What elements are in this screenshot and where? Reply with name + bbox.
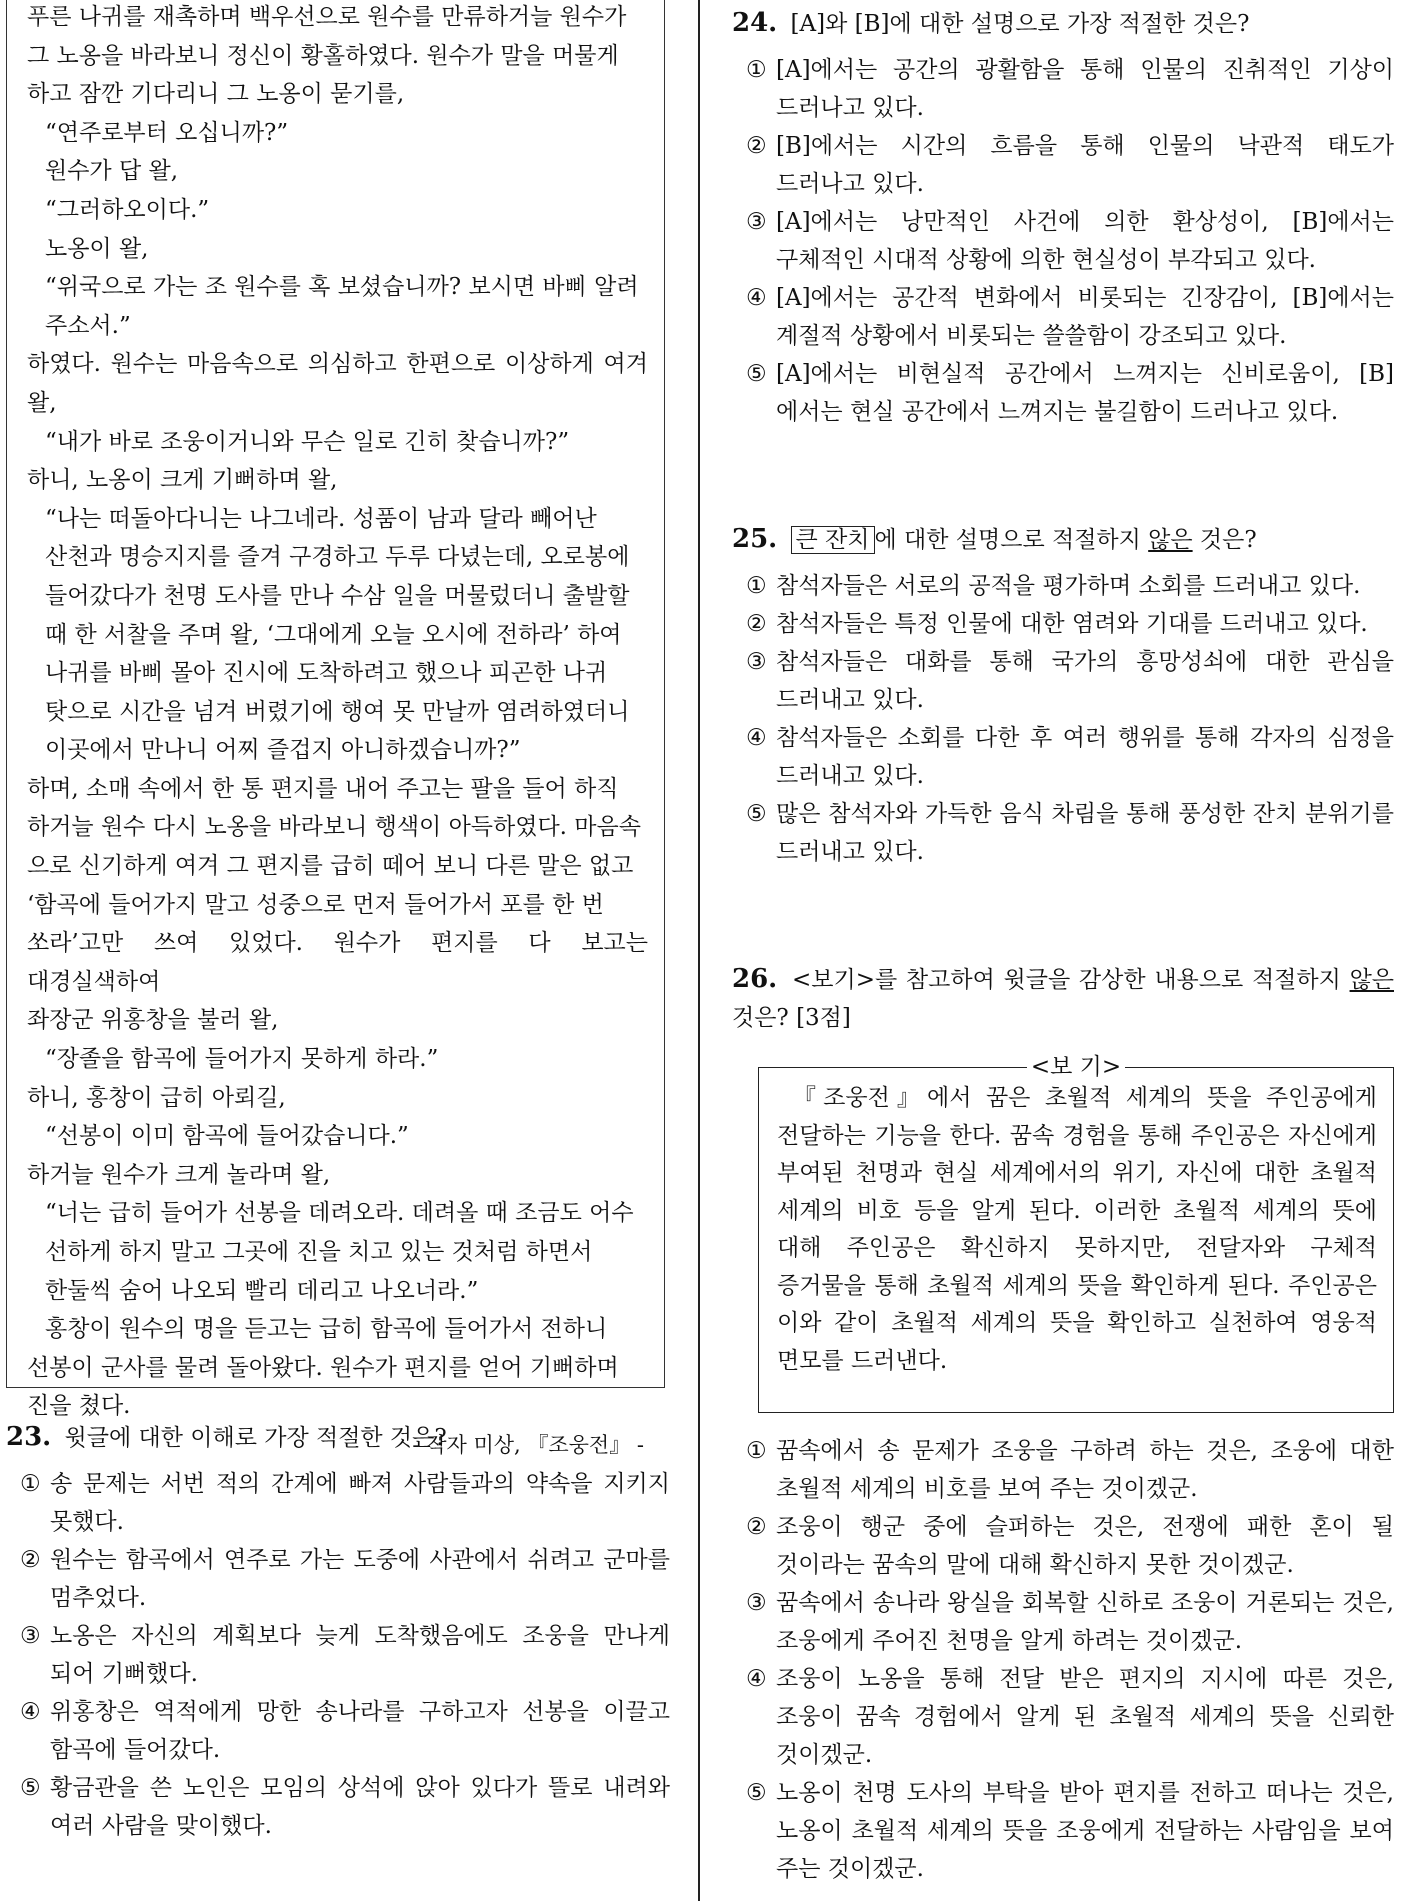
passage-line: 하고 잠깐 기다리니 그 노옹이 묻기를, (27, 81, 405, 108)
option-1[interactable] (732, 567, 1394, 605)
question-26-options (732, 1432, 1394, 1888)
option-4[interactable] (732, 279, 1394, 355)
passage-line: 좌장군 위홍창을 불러 왈, (27, 1007, 279, 1034)
option-list (732, 51, 1394, 431)
reference-box-text: 『조웅전』에서 꿈은 초월적 세계의 뜻을 주인공에게 전달하는 기능을 한다. 꿈속 경험을 통해 주인공은 자신에게 부여된 천명과 현실 세계에서의 위기, 자신에 대한 초월적 세계의 비호 등을 알게 된다. 이러한 초월적 세계의 뜻에 대해 주인공은 확신하지 못하지만, 전달자와 구체적 증거물을 통해 초월적 세계의 뜻을 확인하게 된다. 주인공은 이와 같이 초월적 세계의 뜻을 확인하고 실천하여 영웅적 면모를 드러낸다. (777, 1085, 1377, 1374)
option-marker: ① (20, 1471, 41, 1497)
passage-line: 하며, 소매 속에서 한 통 편지를 내어 주고는 팔을 들어 하직 (27, 775, 619, 802)
underlined-word: 않은 (1148, 527, 1193, 553)
question-stem (732, 960, 1394, 1037)
reference-box (758, 1054, 1394, 1413)
option-3[interactable] (732, 1584, 1394, 1660)
option-text: 조웅이 행군 중에 슬퍼하는 것은, 전쟁에 패한 혼이 될 것이라는 꿈속의 말에 대해 확신하지 못한 것이겠군. (776, 1514, 1394, 1578)
option-text: 참석자들은 특정 인물에 대한 염려와 기대를 드러내고 있다. (776, 611, 1368, 637)
question-stem (732, 520, 1394, 559)
option-text: 꿈속에서 송 문제가 조웅을 구하려 하는 것은, 조웅에 대한 초월적 세계의 비호를 보여 주는 것이겠군. (776, 1438, 1394, 1502)
option-marker: ① (746, 57, 767, 83)
option-text: 많은 참석자와 가득한 음식 차림을 통해 풍성한 잔치 분위기를 드러내고 있다. (776, 801, 1394, 865)
passage-line: 하거늘 원수 다시 노옹을 바라보니 행색이 아득하였다. 마음속 (27, 814, 641, 841)
option-5[interactable] (6, 1769, 670, 1845)
option-text: [A]에서는 비현실적 공간에서 느껴지는 신비로움이, [B]에서는 현실 공간에서 느껴지는 불길함이 드러나고 있다. (776, 361, 1394, 425)
question-stem (732, 4, 1394, 43)
question-number: 23. (6, 1422, 52, 1452)
option-text: 노옹은 자신의 계획보다 늦게 도착했음에도 조웅을 만나게 되어 기뻐했다. (50, 1623, 670, 1687)
reference-box-title: <보 기> (759, 1054, 1393, 1080)
option-text: 참석자들은 소회를 다한 후 여러 행위를 통해 각자의 심정을 드러내고 있다. (776, 725, 1394, 789)
option-marker: ① (746, 573, 767, 599)
option-text: 황금관을 쓴 노인은 모임의 상석에 앉아 있다가 뜰로 내려와 여러 사람을 맞이했다. (50, 1775, 670, 1839)
option-text: 조웅이 노옹을 통해 전달 받은 편지의 지시에 따른 것은, 조웅이 꿈속 경험에서 알게 된 초월적 세계의 뜻을 신뢰한 것이겠군. (776, 1666, 1394, 1768)
question-number: 26. (732, 964, 778, 994)
option-4[interactable] (6, 1693, 670, 1769)
option-text: 참석자들은 대화를 통해 국가의 흥망성쇠에 대한 관심을 드러내고 있다. (776, 649, 1394, 713)
option-marker: ③ (20, 1623, 41, 1649)
passage-line: 노옹이 왈, (45, 235, 149, 262)
question-number: 24. (732, 8, 778, 38)
passage-line: “장졸을 함곡에 들어가지 못하게 하라.” (45, 1046, 439, 1073)
passage-line: 나귀를 바삐 몰아 진시에 도착하려고 했으나 피곤한 나귀 (45, 660, 608, 687)
option-text: [A]에서는 공간의 광활함을 통해 인물의 진취적인 기상이 드러나고 있다. (776, 57, 1394, 121)
option-marker: ① (746, 1438, 767, 1464)
option-2[interactable] (732, 605, 1394, 643)
question-text: <보기>를 참고하여 윗글을 감상한 내용으로 적절하지 (791, 967, 1350, 993)
option-text: [A]에서는 낭만적인 사건에 의한 환상성이, [B]에서는 구체적인 시대적 상황에 의한 현실성이 부각되고 있다. (776, 209, 1394, 273)
option-marker: ② (746, 133, 767, 159)
passage-source: - 작자 미상, 『조웅전』 - (412, 1432, 644, 1457)
left-column (0, 0, 690, 1901)
option-text: 노옹이 천명 도사의 부탁을 받아 편지를 전하고 떠나는 것은, 노옹이 초월적 세계의 뜻을 조웅에게 전달하는 사람임을 보여 주는 것이겠군. (776, 1780, 1394, 1882)
passage-line: 하니, 노옹이 크게 기뻐하며 왈, (27, 467, 338, 494)
question-text-end: 것은? (1192, 527, 1257, 553)
option-marker: ④ (746, 725, 767, 751)
question-25 (732, 520, 1394, 871)
passage-line: “내가 바로 조웅이거니와 무슨 일로 긴히 찾습니까?” (45, 428, 570, 455)
passage-line: 원수가 답 왈, (45, 158, 179, 185)
question-26 (732, 960, 1394, 1037)
option-marker: ⑤ (746, 361, 767, 387)
option-marker: ② (20, 1547, 41, 1573)
option-5[interactable] (732, 1774, 1394, 1888)
passage-line: 들어갔다가 천명 도사를 만나 수삼 일을 머물렀더니 출발할 (45, 582, 630, 609)
passage-line: 때 한 서찰을 주며 왈, ‘그대에게 오늘 오시에 전하라’ 하여 (45, 621, 622, 648)
option-marker: ③ (746, 649, 767, 675)
passage-line: 그 노옹을 바라보니 정신이 황홀하였다. 원수가 말을 머물게 (27, 42, 619, 69)
passage-line: 주소서.” (45, 312, 131, 339)
option-list (6, 1465, 670, 1845)
option-1[interactable] (732, 1432, 1394, 1508)
option-5[interactable] (732, 355, 1394, 431)
option-text: [A]에서는 공간적 변화에서 비롯되는 긴장감이, [B]에서는 계절적 상황에서 비롯되는 쓸쓸함이 강조되고 있다. (776, 285, 1394, 349)
passage-line: 하였다. 원수는 마음속으로 의심하고 한편으로 이상하게 여겨 왈, (27, 351, 648, 416)
passage-line: 하거늘 원수가 크게 놀라며 왈, (27, 1161, 331, 1188)
option-text: 참석자들은 서로의 공적을 평가하며 소회를 드러내고 있다. (776, 573, 1361, 599)
option-3[interactable] (6, 1617, 670, 1693)
option-3[interactable] (732, 643, 1394, 719)
option-3[interactable] (732, 203, 1394, 279)
question-text: 윗글에 대한 이해로 가장 적절한 것은? (64, 1425, 447, 1451)
passage-line: ‘함곡에 들어가지 말고 성중으로 먼저 들어가서 포를 한 번 (27, 891, 604, 918)
option-marker: ③ (746, 1590, 767, 1616)
option-text: 꿈속에서 송나라 왕실을 회복할 신하로 조웅이 거론되는 것은, 조웅에게 주어진 천명을 알게 하려는 것이겠군. (776, 1590, 1394, 1654)
column-divider (698, 0, 700, 1901)
passage-line: 선하게 하지 말고 그곳에 진을 치고 있는 것처럼 하면서 (45, 1239, 593, 1265)
passage-line: “나는 떠돌아다니는 나그네라. 성품이 남과 달라 빼어난 (45, 505, 597, 532)
option-marker: ② (746, 611, 767, 637)
option-text: 송 문제는 서번 적의 간계에 빠져 사람들과의 약속을 지키지 못했다. (50, 1471, 670, 1535)
option-marker: ⑤ (746, 801, 767, 827)
option-marker: ⑤ (20, 1775, 41, 1801)
option-2[interactable] (6, 1541, 670, 1617)
passage-line: 산천과 명승지지를 즐겨 구경하고 두루 다녔는데, 오로봉에 (45, 544, 630, 571)
option-marker: ④ (20, 1699, 41, 1725)
option-1[interactable] (6, 1465, 670, 1541)
passage-line: 쏘라’고만 쓰여 있었다. 원수가 편지를 다 보고는 대경실색하여 (27, 930, 648, 995)
option-text: 원수는 함곡에서 연주로 가는 도중에 사관에서 쉬려고 군마를 멈추었다. (50, 1547, 670, 1611)
underlined-word: 않은 (1349, 967, 1394, 993)
option-marker: ④ (746, 1666, 767, 1692)
passage-line: “너는 급히 들어가 선봉을 데려오라. 데려올 때 조금도 어수 (45, 1200, 634, 1227)
option-5[interactable] (732, 795, 1394, 871)
option-list (732, 1432, 1394, 1888)
passage-line: 한둘씩 숨어 나오되 빨리 데리고 나오너라.” (45, 1277, 479, 1304)
passage-line: “연주로부터 오십니까?” (45, 119, 289, 146)
option-marker: ③ (746, 209, 767, 235)
option-4[interactable] (732, 719, 1394, 795)
option-text: 위홍창은 역적에게 망한 송나라를 구하고자 선봉을 이끌고 함곡에 들어갔다. (50, 1699, 670, 1763)
question-text-end: 것은? [3점] (732, 1005, 851, 1031)
option-marker: ② (746, 1514, 767, 1540)
question-text: [A]와 [B]에 대한 설명으로 가장 적절한 것은? (790, 11, 1250, 37)
option-1[interactable] (732, 51, 1394, 127)
option-2[interactable] (732, 1508, 1394, 1584)
question-number: 25. (732, 524, 778, 554)
question-24 (732, 4, 1394, 431)
option-marker: ④ (746, 285, 767, 311)
passage-line: 이곳에서 만나니 어찌 즐겁지 아니하겠습니까?” (45, 737, 521, 764)
option-marker: ⑤ (746, 1780, 767, 1806)
question-text: 에 대한 설명으로 적절하지 (874, 527, 1149, 553)
passage-line: “선봉이 이미 함곡에 들어갔습니다.” (45, 1123, 409, 1150)
passage-line: 선봉이 군사를 물려 돌아왔다. 원수가 편지를 얻어 기뻐하며 (27, 1354, 619, 1381)
passage-line: 푸른 나귀를 재촉하며 백우선으로 원수를 만류하거늘 원수가 (27, 4, 627, 30)
question-stem (6, 1418, 670, 1457)
passage-line: 진을 쳤다. (27, 1393, 131, 1420)
question-23 (6, 1418, 670, 1845)
passage-line: “그러하오이다.” (45, 196, 210, 223)
passage-line: 홍창이 원수의 명을 듣고는 급히 함곡에 들어가서 전하니 (45, 1316, 608, 1343)
passage-line: 하니, 홍창이 급히 아뢰길, (27, 1084, 286, 1111)
option-4[interactable] (732, 1660, 1394, 1774)
option-text: [B]에서는 시간의 흐름을 통해 인물의 낙관적 태도가 드러나고 있다. (776, 133, 1394, 197)
passage-line: “위국으로 가는 조 원수를 혹 보셨습니까? 보시면 바삐 알려 (45, 274, 639, 301)
option-list (732, 567, 1394, 871)
passage-line: 으로 신기하게 여겨 그 편지를 급히 떼어 보니 다른 말은 없고 (27, 853, 634, 880)
option-2[interactable] (732, 127, 1394, 203)
passage-line: 탓으로 시간을 넘겨 버렸기에 행여 못 만날까 염려하였더니 (45, 698, 630, 725)
boxed-term: 큰 잔치 (791, 526, 875, 554)
